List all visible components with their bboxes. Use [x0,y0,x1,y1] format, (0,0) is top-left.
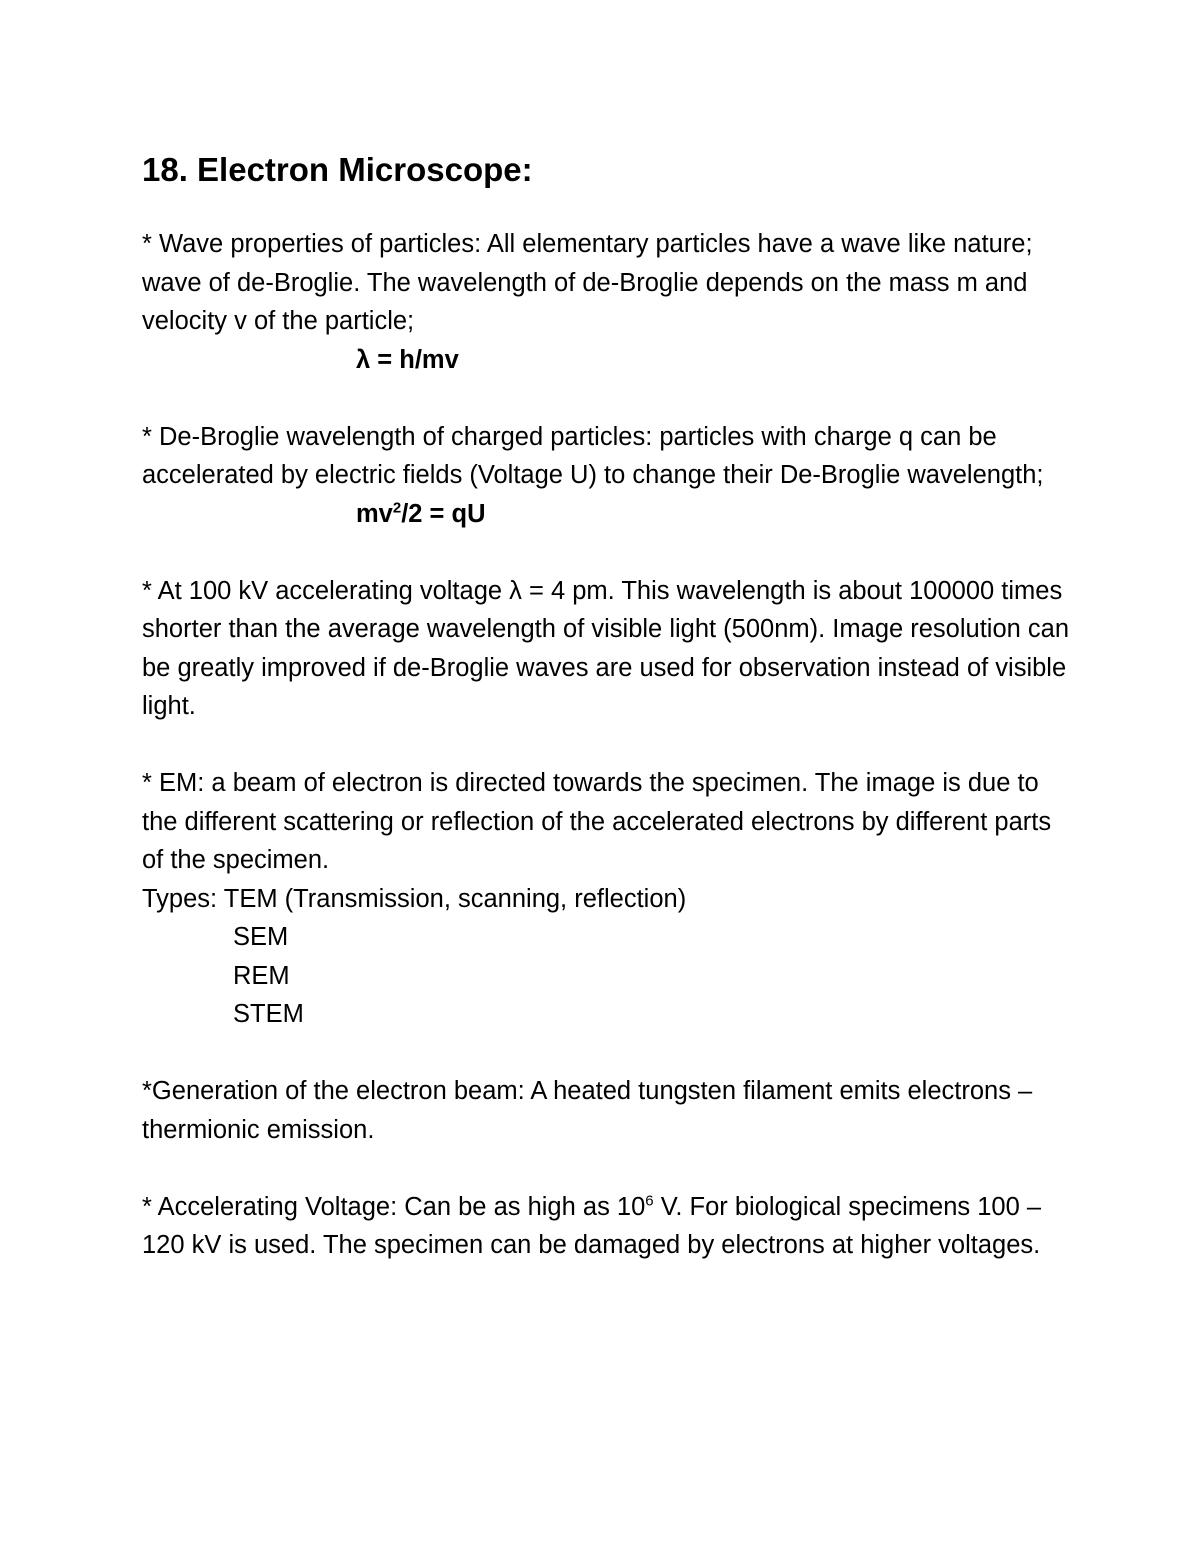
accelerating-text-after: V. For biological specimens 100 – 120 kV is used. The specimen can be damaged by electrons at higher voltages. [142,1192,1042,1259]
beam-generation-paragraph: *Generation of the electron beam: A heated tungsten filament emits electrons – thermionic emission. [142,1077,1033,1144]
em-paragraph: * EM: a beam of electron is directed towards the specimen. The image is due to the different scattering or reflection of the accelerated electrons by different parts of the specimen. [142,769,1052,874]
document-page [142,150,1072,1265]
wavelength-100kv-paragraph: * At 100 kV accelerating voltage λ = 4 pm. This wavelength is about 100000 times shorter than the average wavelength of visible light (500nm). Image resolution can be greatly improved if de-Broglie waves are used for observation instead of visible light. [142,576,1070,720]
energy-formula-base: mv [356,499,393,528]
de-broglie-formula: λ = h/mv [356,345,459,374]
accelerating-exponent: 6 [645,1192,654,1209]
accelerating-text-before: * Accelerating Voltage: Can be as high as 10 [142,1192,646,1221]
spacer [142,379,1072,418]
energy-formula-rest: /2 = qU [401,499,486,528]
type-item: REM [233,961,290,990]
energy-formula-exponent: 2 [392,499,402,516]
accelerating-voltage-paragraph [142,1188,1072,1265]
types-line: Types: TEM (Transmission, scanning, reflection) [142,884,687,913]
wave-properties-paragraph: * Wave properties of particles: All elementary particles have a wave like nature; wave of de-Broglie. The wavelength of de-Broglie depends on the mass m and velocity v of the particle; [142,230,1033,335]
type-item: SEM [233,923,289,951]
energy-formula [142,495,1072,534]
spacer [142,1149,1072,1188]
type-item: STEM [233,1000,304,1028]
spacer [142,1034,1072,1073]
charged-particles-paragraph: * De-Broglie wavelength of charged particles: particles with charge q can be accelerated by electric fields (Voltage U) to change their De-Broglie wavelength; [142,422,1044,489]
page-title: 18. Electron Microscope: [142,151,533,188]
spacer [142,726,1072,765]
spacer [142,533,1072,572]
